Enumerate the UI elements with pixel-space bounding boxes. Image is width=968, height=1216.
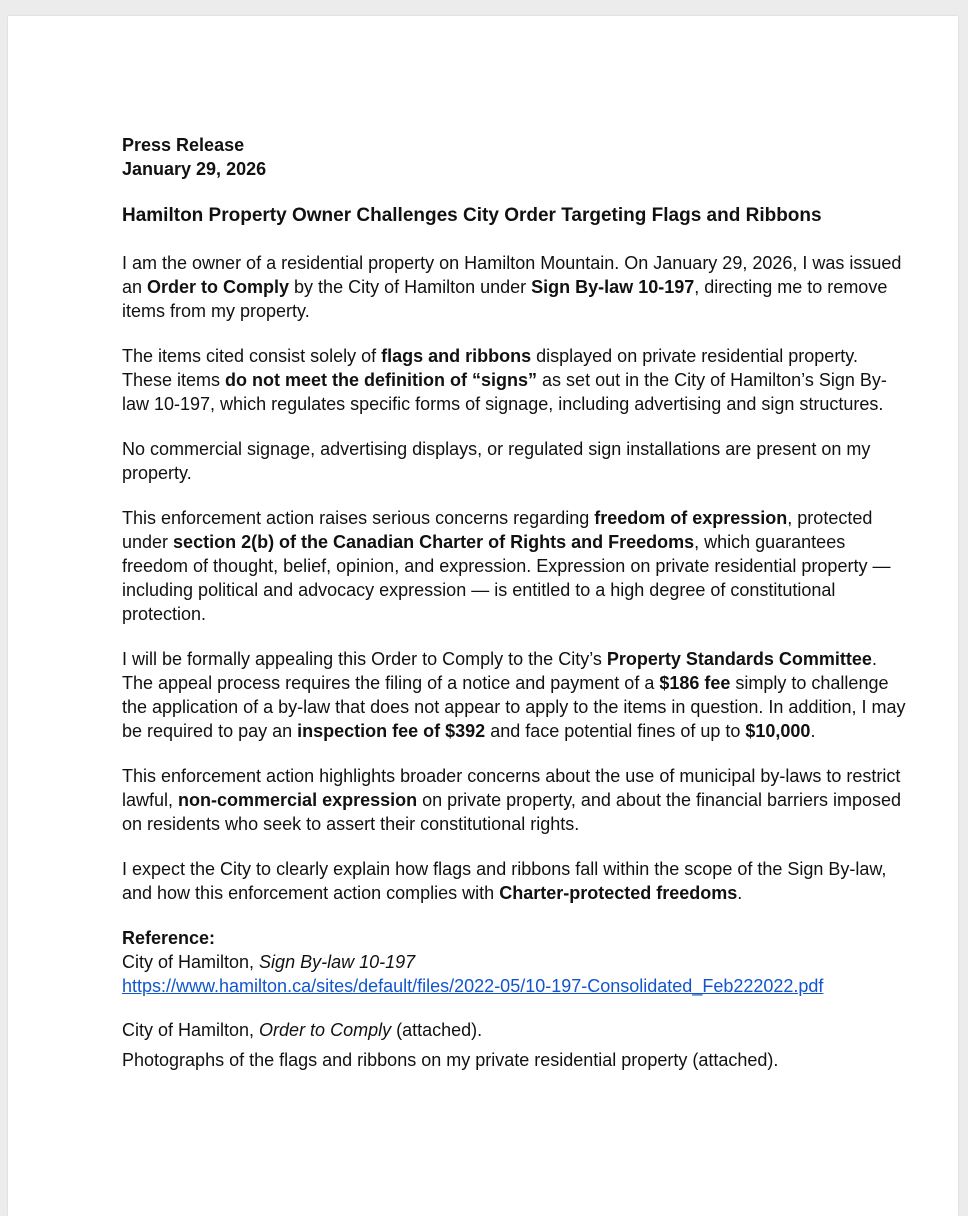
press-release-label: Press Release [122, 135, 245, 155]
release-date: January 29, 2026 [122, 159, 267, 179]
paragraph-7: I expect the City to clearly explain how flags and ribbons fall within the scope of the Sign By-law, and how this enforcement action complies with Charter-protected freedoms. [122, 859, 887, 903]
reference-heading: Reference: [122, 928, 216, 948]
reference-bylaw: City of Hamilton, Sign By-law 10-197 [122, 952, 416, 972]
paragraph-3: No commercial signage, advertising displays, or regulated sign installations are present on my property. [122, 439, 871, 483]
paragraph-5: I will be formally appealing this Order to Comply to the City’s Property Standards Committee. The appeal process requires the filing of a notice and payment of a $186 fee simply to challenge the application of a by-law that does not appear to apply to the items in question. In addition, I may be required to pay an inspection fee of $392 and face potential fines of up to $10,000. [122, 649, 906, 741]
release-title: Hamilton Property Owner Challenges City Order Targeting Flags and Ribbons [122, 205, 822, 226]
bylaw-pdf-link[interactable]: https://www.hamilton.ca/sites/default/files/2022-05/10-197-Consolidated_Feb222022.pdf [122, 976, 824, 996]
paragraph-4: This enforcement action raises serious concerns regarding freedom of expression, protected under section 2(b) of the Canadian Charter of Rights and Freedoms, which guarantees freedom of thought, belief, opinion, and expression. Expression on private residential property — including political and advocacy expression — is entitled to a high degree of constitutional protection. [122, 508, 891, 624]
document-body [122, 133, 912, 1072]
paragraph-2: The items cited consist solely of flags and ribbons displayed on private residential property. These items do not meet the definition of “signs” as set out in the City of Hamilton’s Sign By-law 10-197, which regulates specific forms of signage, including advertising and sign structures. [122, 346, 887, 414]
document-page [8, 16, 958, 1216]
reference-photographs: Photographs of the flags and ribbons on my private residential property (attached). [122, 1050, 779, 1070]
reference-link-line [122, 974, 912, 998]
paragraph-1: I am the owner of a residential property on Hamilton Mountain. On January 29, 2026, I was issued an Order to Comply by the City of Hamilton under Sign By-law 10-197, directing me to remove items from my property. [122, 253, 902, 321]
reference-order: City of Hamilton, Order to Comply (attached). [122, 1020, 483, 1040]
paragraph-6: This enforcement action highlights broader concerns about the use of municipal by-laws to restrict lawful, non-commercial expression on private property, and about the financial barriers imposed on residents who seek to assert their constitutional rights. [122, 766, 902, 834]
